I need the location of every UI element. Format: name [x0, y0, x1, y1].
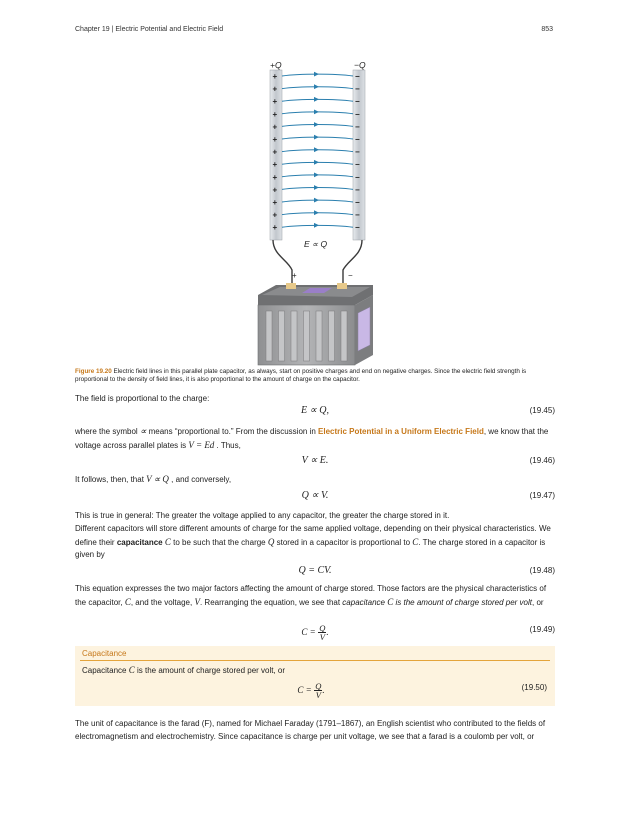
inline-math: C — [128, 665, 135, 675]
paragraph-farad-unit: The unit of capacitance is the farad (F), named for Michael Faraday (1791–1867), an English scientist who contributed to the fields of electromagnetism and electrochemistry. Since capacitance is charge per unit voltage, we see that a farad is a coulomb per volt, or — [75, 719, 546, 741]
minus-q-label: −Q — [354, 60, 366, 70]
minus-sign: − — [355, 160, 360, 170]
inline-math: C — [387, 596, 394, 607]
plus-sign: + — [272, 198, 278, 207]
chapter-header: Chapter 19 | Electric Potential and Electric Field — [75, 26, 224, 33]
capacitor-figure — [240, 55, 390, 368]
inline-math: V ∝ Q — [146, 474, 169, 484]
minus-sign: − — [355, 97, 360, 107]
feature-title: Capacitance — [82, 649, 127, 658]
battery-rib — [291, 311, 297, 361]
feature-body — [82, 665, 285, 675]
equation-number: (19.46) — [529, 456, 555, 465]
numerator: Q — [315, 681, 322, 691]
field-arrow — [314, 198, 319, 203]
paragraph-two-factors — [75, 583, 555, 609]
minus-sign: − — [355, 210, 360, 220]
positive-wire — [273, 240, 292, 287]
figure-caption — [75, 368, 555, 384]
inline-math: C — [412, 536, 419, 547]
equation-19-48 — [75, 565, 555, 579]
period: . — [326, 626, 329, 637]
battery-rib — [279, 311, 285, 361]
field-arrow — [314, 72, 319, 77]
plus-sign: + — [272, 72, 278, 81]
minus-sign: − — [355, 147, 360, 157]
denominator: V — [319, 632, 325, 642]
field-arrow — [314, 110, 319, 115]
battery-rib — [304, 311, 310, 361]
battery-rib — [329, 311, 335, 361]
text: , we know that the voltage across parallel plates is — [75, 427, 549, 450]
minus-sign: − — [355, 135, 360, 144]
equation-number: (19.49) — [529, 625, 555, 634]
equation-19-45 — [75, 405, 555, 419]
equation-number: (19.50) — [521, 683, 547, 692]
field-arrow — [314, 147, 319, 152]
text: , or — [532, 597, 544, 607]
field-arrow — [314, 122, 319, 127]
italic-text: is the amount of charge stored per volt — [395, 597, 533, 607]
equation-19-46 — [75, 455, 555, 469]
lhs: C = — [297, 684, 312, 695]
field-arrow — [314, 97, 319, 102]
inline-math: V = Ed — [188, 439, 215, 450]
equation-number: (19.45) — [529, 406, 555, 415]
equation-math — [75, 624, 555, 641]
minus-sign: − — [355, 185, 360, 195]
inline-math: C — [164, 536, 171, 547]
feature-divider — [80, 660, 550, 661]
text: . Rearranging the equation, we see that — [199, 597, 341, 607]
equation-19-47 — [75, 490, 555, 504]
plus-sign: + — [272, 172, 278, 182]
battery-rib — [266, 311, 272, 361]
paragraph-capacitance-definition — [75, 523, 555, 562]
equation-19-50 — [75, 682, 547, 702]
text: Different capacitors will store different amounts of charge for the same applied voltage, depending on their physical characteristics. We define their — [75, 524, 551, 547]
minus-sign: − — [355, 223, 360, 233]
field-proportional-label: E ∝ Q — [304, 239, 328, 249]
equation-19-49 — [75, 624, 555, 644]
equation-math: Q ∝ V. — [301, 490, 329, 501]
minus-sign: − — [355, 172, 360, 182]
minus-sign: − — [355, 84, 360, 94]
paragraph-general-truth: This is true in general: The greater the voltage applied to any capacitor, the greater the charge stored in it. — [75, 511, 450, 520]
field-arrow — [314, 210, 319, 215]
denominator: V — [315, 690, 321, 700]
plus-q-label: +Q — [270, 60, 282, 70]
plus-sign: + — [272, 109, 278, 119]
equation-math: V ∝ E. — [301, 455, 329, 466]
lhs: C = — [301, 626, 316, 637]
italic-text: capacitance — [342, 597, 385, 607]
equation-math: Q = CV. — [298, 565, 332, 576]
equation-number: (19.48) — [529, 566, 555, 575]
field-arrow — [314, 84, 319, 89]
paragraph-proportional-symbol — [75, 425, 555, 452]
equation-number: (19.47) — [529, 491, 555, 500]
field-arrow — [314, 160, 319, 165]
plus-sign: + — [272, 223, 278, 233]
caption-text: Electric field lines in this parallel plate capacitor, as always, start on positive charges and end on negative charges. Since the electric field strength is proportional to the density of field lines, it is also proportional to the amount of charge on the capacitor. — [75, 368, 527, 383]
text: is the amount of charge stored per volt, or — [136, 666, 286, 675]
minus-sign: − — [355, 198, 360, 207]
terminal-minus-label: − — [348, 271, 353, 280]
equation-math — [75, 682, 547, 699]
field-arrow — [314, 135, 319, 140]
field-arrow — [314, 185, 319, 190]
capacitance-feature-box — [75, 646, 555, 706]
text: It follows, then, that — [75, 475, 144, 484]
proportional-symbol: ∝ — [139, 426, 147, 436]
text: , and the voltage, — [130, 597, 193, 607]
text: This equation expresses the two major factors affecting the amount of charge stored. Those factors are the physical characteristics of the capacitor, — [75, 584, 547, 607]
plus-sign: + — [272, 147, 278, 157]
plus-sign: + — [272, 135, 278, 144]
plus-sign: + — [272, 97, 278, 107]
plus-sign: + — [272, 84, 278, 94]
terminal-plus-label: + — [292, 271, 297, 280]
plus-sign: + — [272, 185, 278, 195]
battery-rib — [316, 311, 322, 361]
text: to be such that the charge — [173, 537, 266, 547]
text: Capacitance — [82, 666, 127, 675]
field-arrow — [314, 173, 319, 178]
period: . — [322, 684, 325, 695]
section-link[interactable]: Electric Potential in a Uniform Electric Field — [318, 427, 484, 436]
text: means “proportional to.” From the discussion in — [148, 427, 316, 436]
battery — [258, 283, 373, 365]
inline-math: C — [124, 596, 131, 607]
plus-sign: + — [272, 210, 278, 220]
page-number: 853 — [541, 26, 553, 33]
plus-sign: + — [272, 122, 278, 132]
text: stored in a capacitor is proportional to — [276, 537, 411, 547]
plus-sign: + — [272, 160, 278, 170]
field-lines — [282, 72, 353, 228]
paragraph-it-follows — [75, 473, 555, 487]
numerator: Q — [319, 623, 326, 633]
minus-sign: − — [355, 122, 360, 132]
key-term: capacitance — [116, 537, 163, 547]
text: where the symbol — [75, 427, 138, 436]
minus-sign: − — [355, 72, 360, 81]
figure-label: Figure 19.20 — [75, 368, 112, 375]
text: , and conversely, — [171, 475, 232, 484]
text: . Thus, — [216, 440, 241, 450]
paragraph-field-proportional: The field is proportional to the charge: — [75, 394, 210, 403]
inline-math: Q — [267, 536, 275, 547]
battery-rib — [341, 311, 347, 361]
text: . The charge stored in a capacitor is given by — [75, 537, 546, 559]
minus-sign: − — [355, 109, 360, 119]
equation-math: E ∝ Q, — [301, 405, 329, 416]
inline-math: V — [194, 596, 200, 607]
field-arrow — [314, 223, 319, 228]
